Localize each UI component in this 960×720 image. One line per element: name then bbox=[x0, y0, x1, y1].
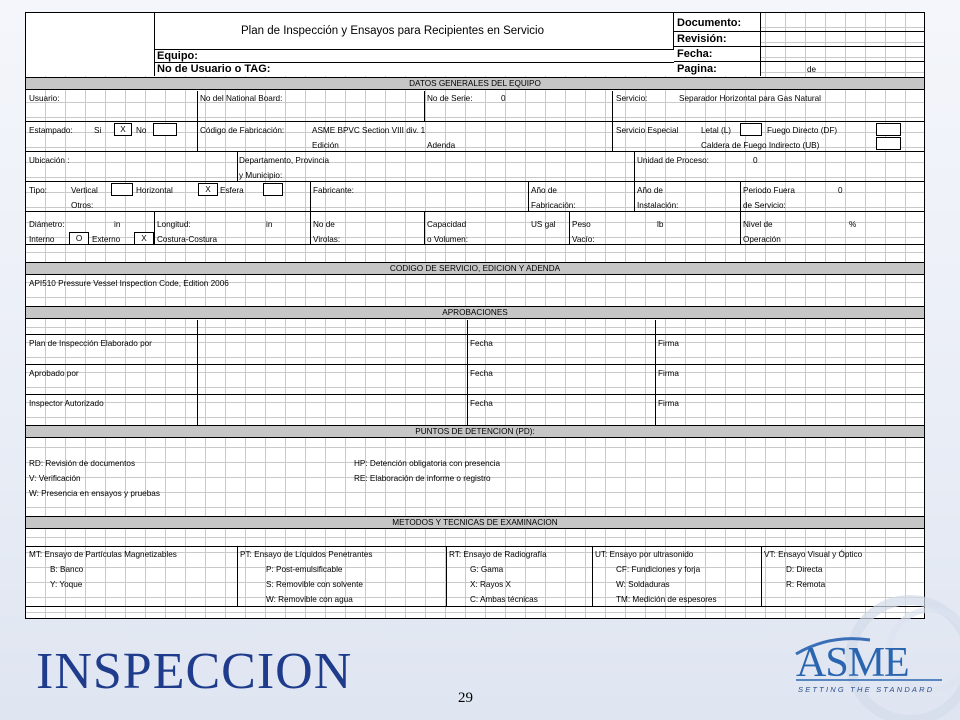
servicio-value: Separador Horizontal para Gas Natural bbox=[679, 94, 821, 103]
divider bbox=[674, 61, 924, 62]
letal-label: Letal (L) bbox=[701, 126, 732, 135]
metodo-pt-w: W: Removible con agua bbox=[266, 595, 353, 604]
operacion-label: Operación bbox=[743, 235, 781, 244]
volumen-label: o Volumen: bbox=[427, 235, 468, 244]
national-board-label: No del National Board: bbox=[200, 94, 283, 103]
divider bbox=[237, 546, 238, 606]
form-logo-cell bbox=[26, 13, 154, 76]
edicion-label: Edición bbox=[312, 141, 339, 150]
inspeccion-watermark: INSPECCION bbox=[36, 643, 353, 700]
asme-logo-icon bbox=[790, 630, 950, 700]
divider bbox=[761, 546, 762, 606]
divider bbox=[655, 320, 656, 425]
divider bbox=[26, 151, 924, 152]
divider bbox=[740, 181, 741, 211]
section-aprobaciones: APROBACIONES bbox=[26, 306, 924, 319]
usuario-label: Usuario: bbox=[29, 94, 60, 103]
caldera-label: Caldera de Fuego Indirecto (UB) bbox=[701, 141, 820, 150]
divider bbox=[26, 244, 924, 245]
longitud-unit: in bbox=[266, 220, 273, 229]
anio-inst-label: Año de bbox=[637, 186, 663, 195]
asme-logo bbox=[790, 630, 950, 700]
caldera-checkbox[interactable] bbox=[876, 137, 901, 150]
servicio-label: Servicio: bbox=[616, 94, 648, 103]
aprob-row-3-firma: Firma bbox=[658, 399, 679, 408]
divider bbox=[740, 211, 741, 244]
divider bbox=[634, 181, 635, 211]
capacidad-unit: US gal bbox=[531, 220, 556, 229]
divider bbox=[26, 546, 924, 547]
punto-w: W: Presencia en ensayos y pruebas bbox=[29, 489, 160, 498]
esfera-checkbox[interactable] bbox=[263, 183, 283, 196]
punto-hp: HP: Detención obligatoria con presencia bbox=[354, 459, 501, 468]
form-title: Plan de Inspección y Ensayos para Recipientes en Servicio bbox=[241, 25, 545, 37]
divider bbox=[197, 91, 198, 121]
codigo-text: API510 Pressure Vessel Inspection Code, Edition 2006 bbox=[29, 279, 229, 288]
divider bbox=[310, 211, 311, 244]
metodo-ut-cf: CF: Fundiciones y forja bbox=[616, 565, 701, 574]
punto-v: V: Verificación bbox=[29, 474, 81, 483]
fecha-label: Fecha: bbox=[677, 48, 713, 60]
divider bbox=[154, 49, 674, 50]
fabricacion-label: Fabricación: bbox=[531, 201, 576, 210]
metodo-rt-x: X: Rayos X bbox=[470, 580, 511, 589]
divider bbox=[612, 91, 613, 121]
punto-rd: RD: Revisión de documentos bbox=[29, 459, 136, 468]
de-servicio-label: de Servicio: bbox=[743, 201, 786, 210]
divider bbox=[26, 394, 924, 395]
diametro-label: Diámetro: bbox=[29, 220, 65, 229]
pagina-label: Pagina: bbox=[677, 63, 717, 75]
metodo-rt-c: C: Ambas técnicas bbox=[470, 595, 538, 604]
codigo-fab-value: ASME BPVC Section VIII div. 1 bbox=[312, 126, 426, 135]
metodo-pt-s: S: Removible con solvente bbox=[266, 580, 363, 589]
divider bbox=[310, 181, 311, 211]
interno-label: Interno bbox=[29, 235, 55, 244]
metodo-rt: RT: Ensayo de Radiografía bbox=[449, 550, 547, 559]
metodo-mt: MT: Ensayo de Partículas Magnetizables bbox=[29, 550, 177, 559]
divider bbox=[424, 91, 425, 121]
anio-fab-label: Año de bbox=[531, 186, 557, 195]
divider bbox=[424, 211, 425, 244]
divider bbox=[612, 121, 613, 151]
unidad-proceso-value: 0 bbox=[753, 156, 758, 165]
divider bbox=[592, 546, 593, 606]
municipio-label: y Municipio: bbox=[239, 171, 283, 180]
metodo-pt: PT: Ensayo de Líquidos Penetrantes bbox=[240, 550, 373, 559]
no-label: No bbox=[136, 126, 147, 135]
divider bbox=[674, 31, 924, 32]
servicio-especial-label: Servicio Especial bbox=[616, 126, 679, 135]
punto-re: RE: Elaboración de informe o registro bbox=[354, 474, 491, 483]
divider bbox=[197, 320, 198, 425]
adenda-label: Adenda bbox=[427, 141, 456, 150]
divider bbox=[26, 181, 924, 182]
diametro-unit: in bbox=[114, 220, 121, 229]
divider bbox=[674, 46, 924, 47]
page-of-label: de bbox=[807, 65, 817, 74]
si-checkbox[interactable]: X bbox=[114, 123, 132, 136]
vertical-checkbox[interactable] bbox=[111, 183, 133, 196]
vacio-label: Vacío: bbox=[572, 235, 595, 244]
periodo-value: 0 bbox=[838, 186, 843, 195]
peso-label: Peso bbox=[572, 220, 591, 229]
usuario-tag-label: No de Usuario o TAG: bbox=[157, 63, 271, 75]
equipo-label: Equipo: bbox=[157, 50, 198, 62]
horizontal-label: Horizontal bbox=[136, 186, 173, 195]
metodo-ut-tm: TM: Medición de espesores bbox=[616, 595, 717, 604]
serie-label: No de Serie: bbox=[427, 94, 473, 103]
metodo-ut: UT: Ensayo por ultrasonido bbox=[595, 550, 694, 559]
vertical-label: Vertical bbox=[71, 186, 98, 195]
letal-checkbox[interactable] bbox=[740, 123, 762, 136]
metodo-vt-r: R: Remota bbox=[786, 580, 826, 589]
divider bbox=[467, 320, 468, 425]
departamento-label: Departamento, Provincia bbox=[239, 156, 330, 165]
tipo-label: Tipo: bbox=[29, 186, 47, 195]
asme-tagline: SETTING THE STANDARD bbox=[798, 685, 935, 694]
esfera-label: Esfera bbox=[220, 186, 244, 195]
revision-label: Revisión: bbox=[677, 33, 727, 45]
section-metodos: METODOS Y TECNICAS DE EXAMINACION bbox=[26, 516, 924, 529]
periodo-label: Periodo Fuera bbox=[743, 186, 795, 195]
metodo-pt-p: P: Post-emulsificable bbox=[266, 565, 343, 574]
metodo-ut-w: W: Soldaduras bbox=[616, 580, 670, 589]
divider bbox=[446, 546, 447, 606]
ubicacion-label: Ubicación : bbox=[29, 156, 70, 165]
externo-label: Externo bbox=[92, 235, 121, 244]
longitud-label: Longitud: bbox=[157, 220, 191, 229]
divider bbox=[569, 211, 570, 244]
metodo-mt-b: B: Banco bbox=[50, 565, 84, 574]
otros-label: Otros: bbox=[71, 201, 94, 210]
nivel-label: Nivel de bbox=[743, 220, 773, 229]
horizontal-checkbox[interactable]: X bbox=[198, 183, 218, 196]
unidad-proceso-label: Unidad de Proceso: bbox=[637, 156, 709, 165]
serie-value: 0 bbox=[501, 94, 506, 103]
nivel-unit: % bbox=[849, 220, 857, 229]
estampado-label: Estampado: bbox=[29, 126, 73, 135]
codigo-fab-label: Código de Fabricación: bbox=[200, 126, 285, 135]
meta-values bbox=[761, 13, 924, 76]
section-codigo: CODIGO DE SERVICIO, EDICION Y ADENDA bbox=[26, 262, 924, 275]
divider bbox=[26, 364, 924, 365]
metodo-rt-g: G: Gama bbox=[470, 565, 504, 574]
aprob-row-1-label: Plan de Inspección Elaborado por bbox=[29, 339, 152, 348]
divider bbox=[26, 211, 924, 212]
metodo-vt-d: D: Directa bbox=[786, 565, 823, 574]
aprob-row-2-firma: Firma bbox=[658, 369, 679, 378]
aprob-row-1-fecha: Fecha bbox=[470, 339, 493, 348]
fabricante-label: Fabricante: bbox=[313, 186, 354, 195]
documento-label: Documento: bbox=[677, 17, 742, 29]
divider bbox=[26, 334, 924, 335]
divider bbox=[237, 151, 238, 181]
section-puntos: PUNTOS DE DETENCION (PD): bbox=[26, 425, 924, 438]
metodo-mt-y: Y: Yoque bbox=[50, 580, 83, 589]
asme-logo-text: ASME bbox=[796, 640, 909, 686]
externo-checkbox[interactable]: X bbox=[134, 232, 154, 245]
costura-label: Costura-Costura bbox=[157, 235, 218, 244]
no-de-label: No de bbox=[313, 220, 335, 229]
peso-unit: lb bbox=[657, 220, 664, 229]
divider bbox=[26, 121, 924, 122]
fuego-directo-label: Fuego Directo (DF) bbox=[767, 126, 838, 135]
instalacion-label: Instalación: bbox=[637, 201, 679, 210]
virolas-label: Virolas: bbox=[313, 235, 341, 244]
aprob-row-3-fecha: Fecha bbox=[470, 399, 493, 408]
inspection-form bbox=[25, 12, 925, 619]
page-number: 29 bbox=[458, 690, 473, 706]
aprob-row-2-fecha: Fecha bbox=[470, 369, 493, 378]
divider bbox=[197, 121, 198, 151]
si-label: Si bbox=[94, 126, 102, 135]
metodo-vt: VT: Ensayo Visual y Óptico bbox=[764, 550, 863, 559]
no-checkbox[interactable] bbox=[153, 123, 177, 136]
aprob-row-1-firma: Firma bbox=[658, 339, 679, 348]
interno-checkbox[interactable]: O bbox=[69, 232, 89, 245]
fuego-directo-checkbox[interactable] bbox=[876, 123, 901, 136]
section-datos: DATOS GENERALES DEL EQUIPO bbox=[26, 77, 924, 90]
divider bbox=[154, 211, 155, 244]
divider bbox=[528, 181, 529, 211]
capacidad-label: Capacidad bbox=[427, 220, 467, 229]
aprob-row-3-label: Inspector Autorizado bbox=[29, 399, 104, 408]
divider bbox=[634, 151, 635, 181]
aprob-row-2-label: Aprobado por bbox=[29, 369, 79, 378]
